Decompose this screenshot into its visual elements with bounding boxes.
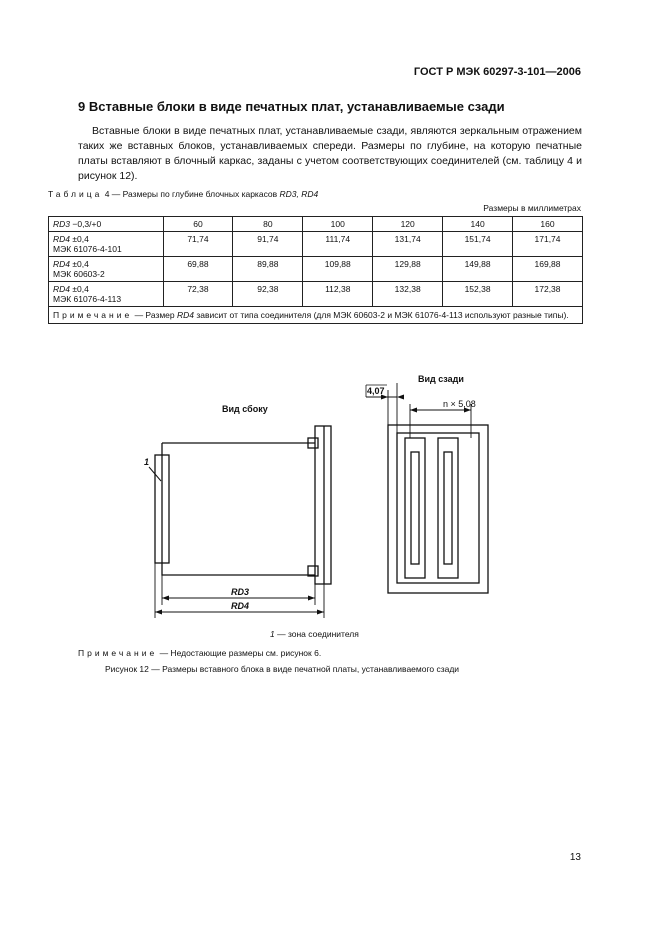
table-cell: 149,88	[443, 257, 513, 282]
table-cell: 69,88	[163, 257, 233, 282]
header-tol: −0,3/+0	[70, 219, 102, 229]
table-cell: 112,38	[303, 282, 373, 307]
dim-pitch-label: n × 5,08	[443, 399, 476, 409]
header-value: 60	[163, 217, 233, 232]
header-value: 140	[443, 217, 513, 232]
side-board-outline	[162, 443, 315, 575]
rd4-arrow-left	[155, 610, 162, 615]
table-cell: 129,88	[373, 257, 443, 282]
table-cell: 89,88	[233, 257, 303, 282]
table-row	[49, 282, 583, 307]
row-tol: ±0,4	[70, 234, 89, 244]
row-var: RD4	[53, 284, 71, 294]
table-caption	[48, 189, 318, 199]
rd3-label: RD3	[231, 587, 250, 597]
header-value: 160	[513, 217, 583, 232]
depth-dimensions-table	[48, 216, 583, 324]
section-paragraph: Вставные блоки в виде печатных плат, устанавливаемые сзади, являются зеркальным отражением таких же вставных блоков, устанавливаемых спереди. Размеры по глубине, на которую печатные платы вставляют в блочный каркас, заданы с учетом соответствующих соединителей (см. таблицу 4 и рисунок 12).	[78, 125, 582, 182]
figure-note-text: — Недостающие размеры см. рисунок 6.	[157, 648, 322, 658]
table-cell: 169,88	[513, 257, 583, 282]
table-caption-text: 4 — Размеры по глубине блочных каркасов	[104, 189, 280, 199]
table-note	[49, 307, 583, 324]
header-label-cell	[49, 217, 164, 232]
figure-note-label: Примечание	[78, 648, 158, 658]
table-cell: 71,74	[163, 232, 233, 257]
table-caption-vars: RD3, RD4	[279, 189, 319, 199]
table-caption-label: Таблица	[48, 189, 103, 199]
row-tol: ±0,4	[70, 284, 89, 294]
rd4-label: RD4	[231, 601, 250, 611]
table-cell: 92,38	[233, 282, 303, 307]
rear-connector-left-slot	[411, 452, 419, 564]
rear-connector-right	[438, 438, 458, 578]
side-front-panel	[315, 426, 331, 584]
rear-connector-left	[405, 438, 425, 578]
table-cell: 172,38	[513, 282, 583, 307]
table-cell: 91,74	[233, 232, 303, 257]
table-cell: 72,38	[163, 282, 233, 307]
dim-407-label: 4,07	[367, 386, 385, 396]
side-view-label: Вид сбоку	[222, 404, 268, 414]
rear-connector-right-slot	[444, 452, 452, 564]
table-cell: 171,74	[513, 232, 583, 257]
table-row	[49, 232, 583, 257]
legend-text: — зона соединителя	[274, 629, 359, 639]
header-value: 80	[233, 217, 303, 232]
page-number: 13	[569, 852, 581, 863]
header-value: 120	[373, 217, 443, 232]
table-header-row	[49, 217, 583, 232]
row-label-cell	[49, 257, 164, 282]
row-standard: МЭК 61076-4-101	[53, 244, 122, 254]
legend-number: 1	[270, 629, 275, 639]
table-cell: 132,38	[373, 282, 443, 307]
header-value: 100	[303, 217, 373, 232]
table-note-pre: — Размер	[132, 310, 178, 320]
figure-12-drawing	[0, 360, 661, 628]
row-tol: ±0,4	[70, 259, 89, 269]
rd3-arrow-left	[162, 596, 169, 601]
header-var: RD3	[53, 219, 71, 229]
row-var: RD4	[53, 234, 71, 244]
table-row	[49, 257, 583, 282]
figure-note	[78, 648, 321, 658]
table-cell: 152,38	[443, 282, 513, 307]
table-cell: 109,88	[303, 257, 373, 282]
row-label-cell	[49, 232, 164, 257]
row-standard: МЭК 60603-2	[53, 269, 105, 279]
figure-legend	[270, 629, 359, 639]
table-note-post: зависит от типа соединителя (для МЭК 60603-2 и МЭК 61076-4-113 используют разные типы).	[194, 310, 569, 320]
row-label-cell	[49, 282, 164, 307]
row-var: RD4	[53, 259, 71, 269]
row-standard: МЭК 61076-4-113	[53, 294, 122, 304]
table-cell: 151,74	[443, 232, 513, 257]
rd3-arrow-right	[308, 596, 315, 601]
section-title: 9 Вставные блоки в виде печатных плат, устанавливаемые сзади	[78, 99, 505, 114]
label-1: 1	[144, 457, 150, 467]
table-note-row	[49, 307, 583, 324]
table-cell: 131,74	[373, 232, 443, 257]
table-cell: 111,74	[303, 232, 373, 257]
figure-caption: Рисунок 12 — Размеры вставного блока в виде печатной платы, устанавливаемого сзади	[105, 664, 460, 674]
table-note-var: RD4	[177, 310, 195, 320]
dim-407-arrow-right	[397, 395, 404, 400]
table-note-label: Примечание	[53, 310, 133, 320]
rear-view-label: Вид сзади	[418, 374, 464, 384]
rd4-arrow-right	[317, 610, 324, 615]
dim-pitch-arrow-left	[410, 408, 417, 413]
table-units: Размеры в миллиметрах	[483, 203, 581, 213]
document-header: ГОСТ Р МЭК 60297-3-101—2006	[413, 66, 581, 78]
